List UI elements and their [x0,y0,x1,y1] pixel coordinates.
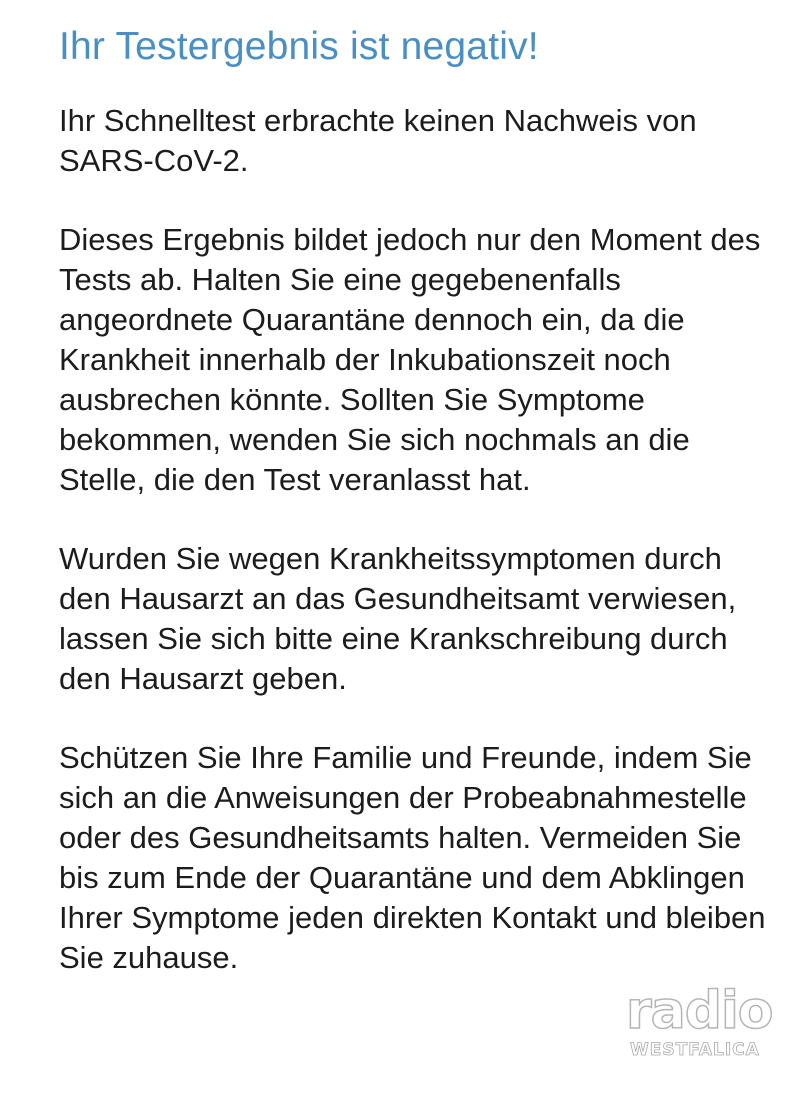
watermark-subtitle: WESTFALICA [630,1040,760,1060]
watermark-logo: radio [626,981,773,1041]
radio-westfalica-watermark [626,981,788,1065]
paragraph-test-result: Ihr Schnelltest erbrachte keinen Nachweis von SARS-CoV-2. [59,102,697,178]
result-title: Ihr Testergebnis ist negativ! [59,25,539,68]
result-message [59,22,779,978]
paragraph-protection-advice: Schützen Sie Ihre Familie und Freunde, indem Sie sich an die Anweisungen der Probeabnahmestelle oder des Gesundheitsamts halten. Vermeiden Sie bis zum Ende der Quarantäne und dem Abklingen Ihrer Symptome jeden direkten Kontakt und bleiben Sie zuhause. [59,739,766,975]
paragraph-sick-note-advice: Wurden Sie wegen Krankheitssymptomen durch den Hausarzt an das Gesundheitsamt verwiesen, lassen Sie sich bitte eine Krankschreibung durch den Hausarzt geben. [59,540,737,696]
paragraph-quarantine-advice: Dieses Ergebnis bildet jedoch nur den Moment des Tests ab. Halten Sie eine gegebenenfalls angeordnete Quarantäne dennoch ein, da die Krankheit innerhalb der Inkubationszeit noch ausbrechen könnte. Sollten Sie Symptome bekommen, wenden Sie sich nochmals an die Stelle, die den Test veranlasst hat. [59,221,761,497]
